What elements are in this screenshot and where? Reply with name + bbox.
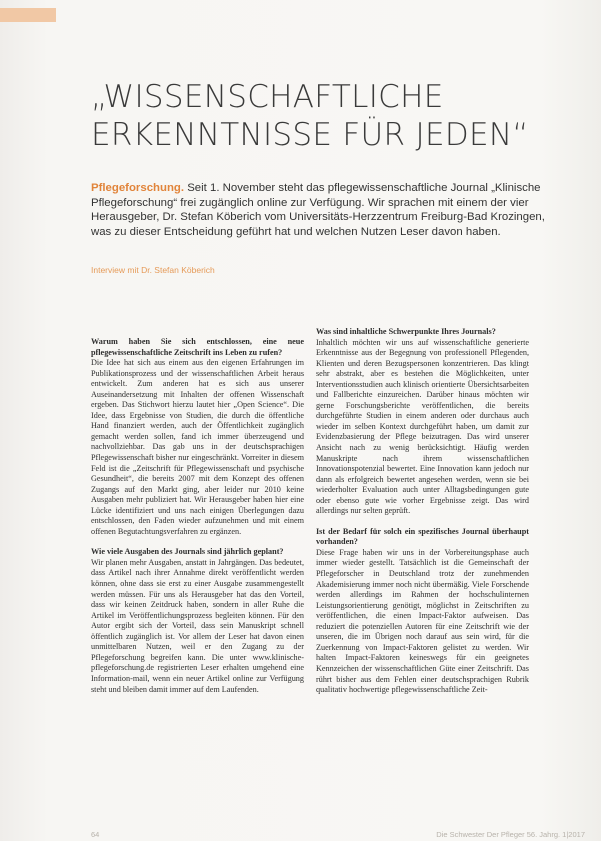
lead-kicker: Pflegeforschung. [91, 182, 185, 194]
question-2: Wie viele Ausgaben des Journals sind jährlich geplant? [91, 547, 284, 557]
right-column [316, 327, 529, 696]
article-headline [91, 78, 571, 154]
lead-paragraph [91, 181, 561, 239]
question-3: Was sind inhaltliche Schwerpunkte Ihres Journals? [316, 327, 496, 336]
answer-3: Inhaltlich möchten wir uns auf wissenschaftliche generierte Erkenntnisse aus der Begegnung von professionell Pflegenden, Klienten und deren Bezugspersonen konzentrieren. Das klingt sehr abstrakt, aber es bestehen die Möglichkeiten, unter Interventionsstudien auch klinisch orientierte Übersichtsarbeiten und Fallberichte einzureichen. Darüber hinaus möchten wir gerne Forschungsberichte veröffentlichen, die bereits durchgeführte Studien in einem anderen oder durchaus auch wieder im selben Kontext durchgeführt haben, um damit zur Evidenzbasierung der Pflege beizutragen. Das wird unserer Ansicht nach zu wenig berücksichtigt. Häufig werden Manuskripte nach ihrem wissenschaftlichen Innovationspotenzial bewertet. Eine Innovation kann jedoch nur dann als erfolgreich bewertet angesehen werden, wenn sie bei wiederholter Evaluation auch unter Alltagsbedingungen gute oder ebenso gute wie vorher Ergebnisse zeigt. Das wird allerdings nur selten geprüft. [316, 337, 529, 516]
question-4: Ist der Bedarf für solch ein spezifisches Journal überhaupt vorhanden? [316, 526, 529, 547]
lead-text: Seit 1. November steht das pflegewissenschaftliche Journal „Klinische Pflegeforschung“ frei zugänglich online zur Verfügung. Wir sprachen mit einem der vier Herausgeber, Dr. Stefan Köberich vom Universitäts-Herzzentrum Freiburg-Bad Krozingen, was zu dieser Entscheidung geführt hat und welchen Nutzen Leser davon haben. [91, 182, 545, 238]
section-tab [0, 8, 56, 22]
headline-line-2: ERKENNTNISSE FÜR JEDEN“ [91, 117, 529, 153]
answer-1: Die Idee hat sich aus einem aus den eigenen Erfahrungen im Publikationsprozess und der wissenschaftlichen Arbeit heraus entwickelt. Zum anderen hat es sich aus unserer Auseinandersetzung mit Inhalten der offenen Wissenschaft ergeben. Das Stichwort hierzu lautet hier „Open Science“. Die Idee, dass Ergebnisse von Studien, die durch die öffentliche Hand finanziert werden, auch der Öffentlichkeit zugänglich gemacht werden sollen, fand ich immer überzeugend und nachvollziehbar. Das gab uns in der deutschsprachigen Pflegewissenschaft bisher nur eingeschränkt. Vorreiter in diesem Feld ist die „Zeitschrift für Pflegewissenschaft und psychische Gesundheit“, die bereits 2007 mit dem Konzept des offenen Zugangs auf den Markt ging, aber leider nur 2010 keine Ausgaben mehr publiziert hat. Wir Herausgeber haben hier eine Lücke identifiziert und uns nach einigen Überlegungen dazu entschlossen, den Faden wieder aufzunehmen und mit einem offenen Begutachtungsverfahren zu ergänzen. [91, 358, 304, 536]
publication-footer: Die Schwester Der Pfleger 56. Jahrg. 1|2017 [436, 830, 585, 839]
page-number: 64 [91, 830, 100, 839]
question-1: Warum haben Sie sich entschlossen, eine neue pflegewissenschaftliche Zeitschrift ins Leben zu rufen? [91, 337, 304, 357]
left-column [91, 337, 304, 695]
headline-line-1: „WISSENSCHAFTLICHE [91, 79, 444, 115]
byline: Interview mit Dr. Stefan Köberich [91, 265, 215, 275]
answer-4: Diese Frage haben wir uns in der Vorbereitungsphase auch immer wieder gestellt. Tatsächlich ist die Gemeinschaft der Pflegeforscher in Deutschland trotz der zunehmenden Akademisierung immer noch nicht übermäßig. Viele Forschende werden allerdings im Rahmen der hochschulinternen Leistungsorientierung genötigt, möglichst in Zeitschriften zu veröffentlichen, die einen Impact-Faktor aufweisen. Das reduziert die potenziellen Autoren für eine Zeitschrift wie der unseren, die im Übrigen noch darauf aus sein wird, für die Zuerkennung von Impact-Faktoren gelistet zu werden. Wir halten Impact-Faktoren keineswegs für ein geeignetes Kennzeichen der wissenschaftlichen Güte einer Zeitschrift. Das rührt bisher aus dem Fehlen einer deutschsprachigen Rubrik qualitativ hochwertige pflegewissenschaftliche Zeit- [316, 547, 529, 695]
answer-2: Wir planen mehr Ausgaben, anstatt in Jahrgängen. Das bedeutet, dass Artikel nach ihrer Annahme direkt veröffentlicht werden können, ohne dass sie erst zu einer Ausgabe zusammengestellt werden müssen. Für uns als Herausgeber hat das den Vorteil, dass wir keinen Zeitdruck haben, sondern in aller Ruhe die Artikel im Veröffentlichungsprozess begleiten können. Für den Autor ergibt sich der Vorteil, dass sein Manuskript schnell öffentlich zugänglich ist. Vor allem der Leser hat davon einen unmittelbaren Nutzen, weil er den Zugang zu der Pflegeforschung begreifen kann. Die unter www.klinische-pflegeforschung.de registrierten Leser erhalten umgehend eine Information-mail, wenn ein neuer Artikel online zur Verfügung steht und bleiben damit immer auf dem Laufenden. [91, 557, 304, 694]
